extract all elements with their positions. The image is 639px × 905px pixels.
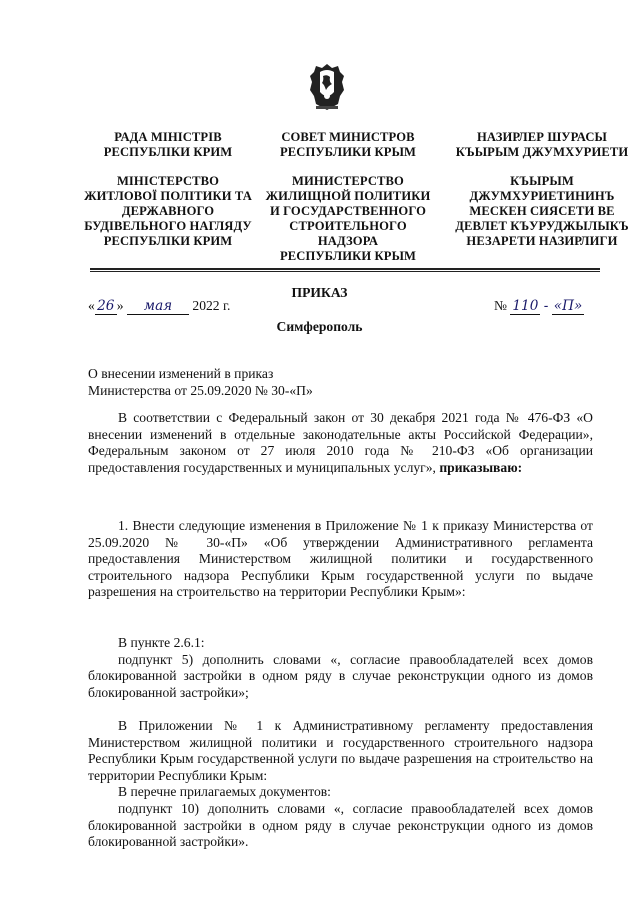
date-open-quote: « (88, 298, 95, 313)
header-col-russian (252, 130, 444, 264)
ministry-line: НАДЗОРА (317, 234, 379, 248)
paragraph-appendix: В Приложении № 1 к Административному регламенту предоставления Министерством жилищной политики и государственного строительного надзора Республики Крым государственной услуги по выдаче разрешения на строительство на территории Республики Крым: (88, 718, 593, 783)
ministry-line: МІНІСТЕРСТВО (116, 174, 220, 188)
ministry-line: РЕСПУБЛИКИ КРЫМ (279, 249, 417, 263)
paragraph-docs-list: В перечне прилагаемых документов: (118, 784, 331, 800)
subject-line-2: Министерства от 25.09.2020 № 30-«П» (88, 383, 313, 398)
preamble-text: В соответствии с Федеральный закон от 30 декабря 2021 года № 476-ФЗ «О внесении изменений в отдельные законодательные акты Российской Федерации», Федеральным законом от 27 июля 2010 года № 210-ФЗ «Об организации предоставления государственных и муниципальных услуг», (88, 410, 593, 475)
ministry-line: МЕСКЕН СИЯСЕТИ ВЕ (469, 204, 615, 218)
ministry-line: ЖИЛИЩНОЙ ПОЛИТИКИ (265, 189, 431, 203)
document-body-item1 (88, 518, 593, 601)
council-name-ct: НАЗИРЛЕР ШУРАСЫ (476, 130, 608, 144)
paragraph-item-1: 1. Внести следующие изменения в Приложение № 1 к приказу Министерства от 25.09.2020 № 30-«П» «Об утверждении Административного регламента предоставления Министерством жилищной политики и государственного строительного надзора Республики Крым государственной услуги по выдаче разрешения на строительство на территории Республики Крым»: (88, 518, 593, 600)
document-title: ПРИКАЗ (291, 285, 348, 300)
subject-line-1: О внесении изменений в приказ (88, 366, 274, 381)
order-word: приказываю: (439, 459, 523, 475)
ministry-line: ДЕРЖАВНОГО (121, 204, 215, 218)
ministry-line: ЖИТЛОВОЇ ПОЛІТИКИ ТА (84, 189, 252, 203)
number-separator: - (543, 298, 549, 314)
paragraph-subpoint-10: подпункт 10) дополнить словами «, согласие правообладателей всех домов блокированной застройки в одном ряду в случае реконструкции одного из домов блокированной застройки». (88, 800, 593, 850)
paragraph-subpoint-5: подпункт 5) дополнить словами «, согласие правообладателей всех домов блокированной застройки в одном ряду в случае реконструкции одного из домов блокированной застройки»; (88, 651, 593, 700)
council-name-ua: РАДА МІНІСТРІВ (114, 130, 222, 144)
date-year: 2022 г. (192, 298, 231, 313)
document-number (494, 298, 584, 315)
header-divider-thin (90, 271, 600, 272)
number-suffix: «П» (553, 298, 583, 314)
ministry-line: ДЖУМХУРИЕТИНИНЪ (469, 189, 615, 203)
number-value: 110 (510, 298, 540, 315)
republic-name-ua: РЕСПУБЛІКИ КРИМ (103, 145, 233, 159)
ministry-line: БУДІВЕЛЬНОГО НАГЛЯДУ (84, 219, 252, 233)
ministry-line: КЪЫРЫМ (510, 174, 574, 188)
header-col-crimean-tatar (440, 130, 639, 249)
document-body (88, 410, 593, 476)
document-city: Симферополь (276, 319, 363, 334)
ministry-line: НЕЗАРЕТИ НАЗИРЛИГИ (466, 234, 618, 248)
ministry-line: ДЕВЛЕТ КЪУРУДЖЫЛЫКЪ (455, 219, 629, 233)
date-close-quote: » (116, 298, 124, 313)
paragraph-point-2-6-1: В пункте 2.6.1: (118, 635, 205, 650)
republic-name-ct: КЪЫРЫМ ДЖУМХУРИЕТИ (455, 145, 629, 159)
document-date (88, 298, 230, 315)
date-day: 26 (95, 298, 117, 315)
crimea-coat-of-arms-icon (308, 62, 346, 112)
date-month: мая (127, 298, 189, 315)
paragraph-preamble (88, 410, 593, 476)
header-col-ukrainian (68, 130, 268, 249)
republic-name-ru: РЕСПУБЛИКИ КРЫМ (279, 145, 417, 159)
header-divider (90, 268, 600, 270)
ministry-line: МИНИСТЕРСТВО (292, 174, 404, 188)
document-subject (88, 365, 388, 399)
number-prefix: № (494, 298, 507, 313)
document-body-point (88, 635, 593, 701)
council-name-ru: СОВЕТ МИНИСТРОВ (281, 130, 415, 144)
ministry-line: РЕСПУБЛІКИ КРИМ (103, 234, 233, 248)
ministry-line: И ГОСУДАРСТВЕННОГО (269, 204, 427, 218)
ministry-line: СТРОИТЕЛЬНОГО (289, 219, 407, 233)
document-body-appendix (88, 718, 593, 851)
